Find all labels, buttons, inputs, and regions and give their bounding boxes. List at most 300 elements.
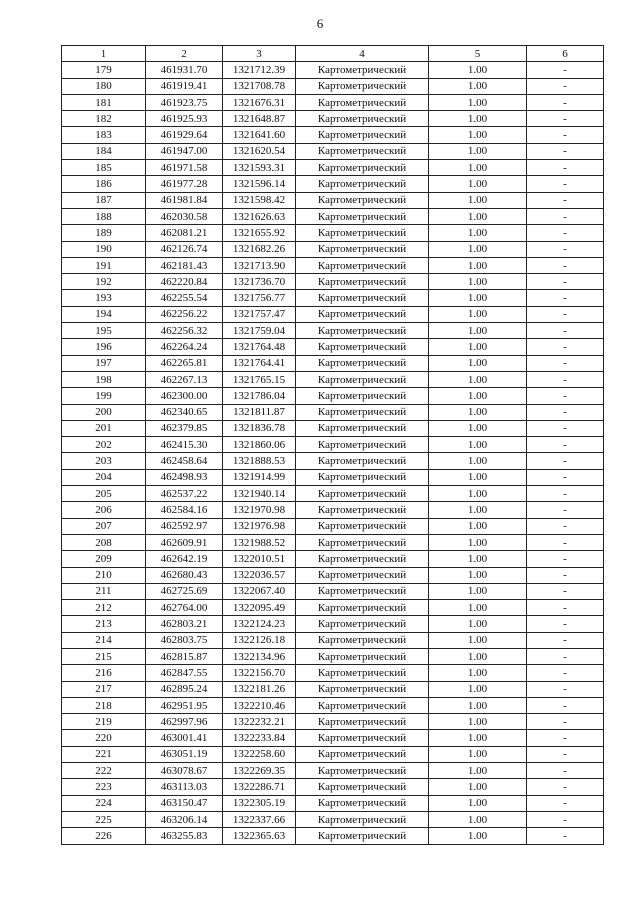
x-coordinate-cell: 462340.65 (146, 404, 223, 420)
x-coordinate-cell: 463078.67 (146, 763, 223, 779)
x-coordinate-cell: 461971.58 (146, 160, 223, 176)
table-row (62, 600, 604, 616)
accuracy-cell: 1.00 (429, 779, 527, 795)
x-coordinate-cell: 463051.19 (146, 746, 223, 762)
table-row (62, 469, 604, 485)
accuracy-cell: 1.00 (429, 339, 527, 355)
point-number-cell: 190 (62, 241, 146, 257)
table-row (62, 795, 604, 811)
note-cell: - (527, 62, 604, 78)
point-number-cell: 188 (62, 208, 146, 224)
y-coordinate-cell: 1321655.92 (223, 225, 296, 241)
note-cell: - (527, 127, 604, 143)
point-number-cell: 210 (62, 567, 146, 583)
method-cell: Картометрический (296, 697, 429, 713)
y-coordinate-cell: 1321759.04 (223, 323, 296, 339)
x-coordinate-cell: 462680.43 (146, 567, 223, 583)
y-coordinate-cell: 1321888.53 (223, 453, 296, 469)
point-number-cell: 209 (62, 551, 146, 567)
table-row (62, 62, 604, 78)
accuracy-cell: 1.00 (429, 257, 527, 273)
x-coordinate-cell: 462265.81 (146, 355, 223, 371)
method-cell: Картометрический (296, 779, 429, 795)
note-cell: - (527, 486, 604, 502)
accuracy-cell: 1.00 (429, 763, 527, 779)
x-coordinate-cell: 462815.87 (146, 648, 223, 664)
table-row (62, 225, 604, 241)
table-row (62, 111, 604, 127)
point-number-cell: 215 (62, 648, 146, 664)
note-cell: - (527, 779, 604, 795)
x-coordinate-cell: 462997.96 (146, 714, 223, 730)
x-coordinate-cell: 461923.75 (146, 94, 223, 110)
y-coordinate-cell: 1322134.96 (223, 648, 296, 664)
y-coordinate-cell: 1322095.49 (223, 600, 296, 616)
accuracy-cell: 1.00 (429, 437, 527, 453)
method-cell: Картометрический (296, 502, 429, 518)
x-coordinate-cell: 461947.00 (146, 143, 223, 159)
note-cell: - (527, 730, 604, 746)
column-header: 2 (146, 46, 223, 62)
method-cell: Картометрический (296, 518, 429, 534)
note-cell: - (527, 518, 604, 534)
table-row (62, 241, 604, 257)
y-coordinate-cell: 1321712.39 (223, 62, 296, 78)
y-coordinate-cell: 1321764.48 (223, 339, 296, 355)
note-cell: - (527, 811, 604, 827)
x-coordinate-cell: 462379.85 (146, 420, 223, 436)
x-coordinate-cell: 462895.24 (146, 681, 223, 697)
note-cell: - (527, 437, 604, 453)
point-number-cell: 216 (62, 665, 146, 681)
y-coordinate-cell: 1321914.99 (223, 469, 296, 485)
x-coordinate-cell: 463150.47 (146, 795, 223, 811)
x-coordinate-cell: 462847.55 (146, 665, 223, 681)
note-cell: - (527, 420, 604, 436)
x-coordinate-cell: 462725.69 (146, 583, 223, 599)
note-cell: - (527, 160, 604, 176)
note-cell: - (527, 225, 604, 241)
table-row (62, 763, 604, 779)
note-cell: - (527, 600, 604, 616)
point-number-cell: 192 (62, 274, 146, 290)
method-cell: Картометрический (296, 257, 429, 273)
y-coordinate-cell: 1321736.70 (223, 274, 296, 290)
y-coordinate-cell: 1321756.77 (223, 290, 296, 306)
method-cell: Картометрический (296, 323, 429, 339)
x-coordinate-cell: 462642.19 (146, 551, 223, 567)
point-number-cell: 183 (62, 127, 146, 143)
y-coordinate-cell: 1321648.87 (223, 111, 296, 127)
x-coordinate-cell: 462415.30 (146, 437, 223, 453)
table-row (62, 665, 604, 681)
method-cell: Картометрический (296, 600, 429, 616)
table-row (62, 502, 604, 518)
note-cell: - (527, 469, 604, 485)
method-cell: Картометрический (296, 111, 429, 127)
accuracy-cell: 1.00 (429, 502, 527, 518)
method-cell: Картометрический (296, 811, 429, 827)
table-row (62, 779, 604, 795)
table-row (62, 94, 604, 110)
accuracy-cell: 1.00 (429, 404, 527, 420)
method-cell: Картометрический (296, 306, 429, 322)
point-number-cell: 208 (62, 534, 146, 550)
method-cell: Картометрический (296, 632, 429, 648)
note-cell: - (527, 616, 604, 632)
accuracy-cell: 1.00 (429, 583, 527, 599)
accuracy-cell: 1.00 (429, 420, 527, 436)
x-coordinate-cell: 461931.70 (146, 62, 223, 78)
accuracy-cell: 1.00 (429, 518, 527, 534)
page-number: 6 (316, 16, 324, 31)
point-number-cell: 205 (62, 486, 146, 502)
y-coordinate-cell: 1322233.84 (223, 730, 296, 746)
note-cell: - (527, 257, 604, 273)
table-row (62, 828, 604, 844)
y-coordinate-cell: 1321598.42 (223, 192, 296, 208)
point-number-cell: 193 (62, 290, 146, 306)
y-coordinate-cell: 1322365.63 (223, 828, 296, 844)
accuracy-cell: 1.00 (429, 534, 527, 550)
x-coordinate-cell: 462126.74 (146, 241, 223, 257)
note-cell: - (527, 306, 604, 322)
point-number-cell: 199 (62, 388, 146, 404)
accuracy-cell: 1.00 (429, 62, 527, 78)
accuracy-cell: 1.00 (429, 388, 527, 404)
table-row (62, 632, 604, 648)
point-number-cell: 180 (62, 78, 146, 94)
y-coordinate-cell: 1321682.26 (223, 241, 296, 257)
method-cell: Картометрический (296, 290, 429, 306)
method-cell: Картометрический (296, 486, 429, 502)
method-cell: Картометрический (296, 127, 429, 143)
y-coordinate-cell: 1322258.60 (223, 746, 296, 762)
point-number-cell: 219 (62, 714, 146, 730)
note-cell: - (527, 453, 604, 469)
note-cell: - (527, 192, 604, 208)
point-number-cell: 196 (62, 339, 146, 355)
table-row (62, 697, 604, 713)
method-cell: Картометрический (296, 681, 429, 697)
x-coordinate-cell: 463255.83 (146, 828, 223, 844)
accuracy-cell: 1.00 (429, 355, 527, 371)
note-cell: - (527, 111, 604, 127)
method-cell: Картометрический (296, 567, 429, 583)
accuracy-cell: 1.00 (429, 469, 527, 485)
method-cell: Картометрический (296, 746, 429, 762)
y-coordinate-cell: 1322232.21 (223, 714, 296, 730)
y-coordinate-cell: 1321757.47 (223, 306, 296, 322)
table-row (62, 274, 604, 290)
accuracy-cell: 1.00 (429, 208, 527, 224)
y-coordinate-cell: 1321596.14 (223, 176, 296, 192)
method-cell: Картометрический (296, 469, 429, 485)
accuracy-cell: 1.00 (429, 648, 527, 664)
y-coordinate-cell: 1321970.98 (223, 502, 296, 518)
table-row (62, 290, 604, 306)
method-cell: Картометрический (296, 388, 429, 404)
x-coordinate-cell: 462030.58 (146, 208, 223, 224)
note-cell: - (527, 583, 604, 599)
table-row (62, 323, 604, 339)
table-row (62, 437, 604, 453)
note-cell: - (527, 828, 604, 844)
y-coordinate-cell: 1321860.06 (223, 437, 296, 453)
accuracy-cell: 1.00 (429, 371, 527, 387)
accuracy-cell: 1.00 (429, 746, 527, 762)
method-cell: Картометрический (296, 404, 429, 420)
x-coordinate-cell: 462081.21 (146, 225, 223, 241)
method-cell: Картометрический (296, 62, 429, 78)
x-coordinate-cell: 462264.24 (146, 339, 223, 355)
y-coordinate-cell: 1322337.66 (223, 811, 296, 827)
note-cell: - (527, 665, 604, 681)
point-number-cell: 220 (62, 730, 146, 746)
note-cell: - (527, 371, 604, 387)
column-header: 1 (62, 46, 146, 62)
table-row (62, 583, 604, 599)
method-cell: Картометрический (296, 730, 429, 746)
table-body (62, 62, 604, 844)
accuracy-cell: 1.00 (429, 160, 527, 176)
note-cell: - (527, 404, 604, 420)
y-coordinate-cell: 1322305.19 (223, 795, 296, 811)
y-coordinate-cell: 1322210.46 (223, 697, 296, 713)
accuracy-cell: 1.00 (429, 94, 527, 110)
table-row (62, 339, 604, 355)
y-coordinate-cell: 1321764.41 (223, 355, 296, 371)
accuracy-cell: 1.00 (429, 241, 527, 257)
accuracy-cell: 1.00 (429, 274, 527, 290)
note-cell: - (527, 323, 604, 339)
x-coordinate-cell: 462256.32 (146, 323, 223, 339)
accuracy-cell: 1.00 (429, 616, 527, 632)
point-number-cell: 186 (62, 176, 146, 192)
note-cell: - (527, 78, 604, 94)
point-number-cell: 181 (62, 94, 146, 110)
method-cell: Картометрический (296, 648, 429, 664)
point-number-cell: 207 (62, 518, 146, 534)
table-row (62, 567, 604, 583)
point-number-cell: 213 (62, 616, 146, 632)
point-number-cell: 225 (62, 811, 146, 827)
column-header: 6 (527, 46, 604, 62)
table-row (62, 681, 604, 697)
point-number-cell: 211 (62, 583, 146, 599)
method-cell: Картометрический (296, 371, 429, 387)
method-cell: Картометрический (296, 665, 429, 681)
accuracy-cell: 1.00 (429, 78, 527, 94)
column-header: 3 (223, 46, 296, 62)
point-number-cell: 221 (62, 746, 146, 762)
method-cell: Картометрический (296, 176, 429, 192)
accuracy-cell: 1.00 (429, 681, 527, 697)
point-number-cell: 222 (62, 763, 146, 779)
y-coordinate-cell: 1322126.18 (223, 632, 296, 648)
point-number-cell: 179 (62, 62, 146, 78)
y-coordinate-cell: 1321713.90 (223, 257, 296, 273)
note-cell: - (527, 241, 604, 257)
column-header: 5 (429, 46, 527, 62)
method-cell: Картометрический (296, 241, 429, 257)
y-coordinate-cell: 1321708.78 (223, 78, 296, 94)
accuracy-cell: 1.00 (429, 453, 527, 469)
method-cell: Картометрический (296, 355, 429, 371)
method-cell: Картометрический (296, 420, 429, 436)
x-coordinate-cell: 462300.00 (146, 388, 223, 404)
table-row (62, 648, 604, 664)
accuracy-cell: 1.00 (429, 795, 527, 811)
x-coordinate-cell: 462267.13 (146, 371, 223, 387)
method-cell: Картометрический (296, 274, 429, 290)
accuracy-cell: 1.00 (429, 306, 527, 322)
point-number-cell: 187 (62, 192, 146, 208)
point-number-cell: 198 (62, 371, 146, 387)
y-coordinate-cell: 1321641.60 (223, 127, 296, 143)
method-cell: Картометрический (296, 94, 429, 110)
table-row (62, 453, 604, 469)
note-cell: - (527, 714, 604, 730)
coordinates-table (61, 45, 604, 845)
point-number-cell: 200 (62, 404, 146, 420)
note-cell: - (527, 763, 604, 779)
note-cell: - (527, 290, 604, 306)
accuracy-cell: 1.00 (429, 127, 527, 143)
x-coordinate-cell: 463001.41 (146, 730, 223, 746)
point-number-cell: 212 (62, 600, 146, 616)
point-number-cell: 226 (62, 828, 146, 844)
method-cell: Картометрический (296, 551, 429, 567)
accuracy-cell: 1.00 (429, 551, 527, 567)
x-coordinate-cell: 463206.14 (146, 811, 223, 827)
note-cell: - (527, 681, 604, 697)
x-coordinate-cell: 462255.54 (146, 290, 223, 306)
note-cell: - (527, 632, 604, 648)
x-coordinate-cell: 461925.93 (146, 111, 223, 127)
accuracy-cell: 1.00 (429, 632, 527, 648)
note-cell: - (527, 355, 604, 371)
y-coordinate-cell: 1321593.31 (223, 160, 296, 176)
y-coordinate-cell: 1322124.23 (223, 616, 296, 632)
accuracy-cell: 1.00 (429, 290, 527, 306)
note-cell: - (527, 648, 604, 664)
y-coordinate-cell: 1322286.71 (223, 779, 296, 795)
table-row (62, 616, 604, 632)
point-number-cell: 184 (62, 143, 146, 159)
note-cell: - (527, 746, 604, 762)
x-coordinate-cell: 462951.95 (146, 697, 223, 713)
note-cell: - (527, 534, 604, 550)
table-row (62, 371, 604, 387)
table-row (62, 746, 604, 762)
point-number-cell: 185 (62, 160, 146, 176)
point-number-cell: 214 (62, 632, 146, 648)
x-coordinate-cell: 462498.93 (146, 469, 223, 485)
accuracy-cell: 1.00 (429, 665, 527, 681)
table-row (62, 127, 604, 143)
point-number-cell: 217 (62, 681, 146, 697)
accuracy-cell: 1.00 (429, 323, 527, 339)
point-number-cell: 197 (62, 355, 146, 371)
accuracy-cell: 1.00 (429, 730, 527, 746)
accuracy-cell: 1.00 (429, 192, 527, 208)
x-coordinate-cell: 462220.84 (146, 274, 223, 290)
note-cell: - (527, 143, 604, 159)
point-number-cell: 182 (62, 111, 146, 127)
point-number-cell: 204 (62, 469, 146, 485)
method-cell: Картометрический (296, 763, 429, 779)
note-cell: - (527, 567, 604, 583)
note-cell: - (527, 176, 604, 192)
method-cell: Картометрический (296, 534, 429, 550)
point-number-cell: 203 (62, 453, 146, 469)
table-row (62, 404, 604, 420)
point-number-cell: 224 (62, 795, 146, 811)
table-row (62, 78, 604, 94)
x-coordinate-cell: 462181.43 (146, 257, 223, 273)
accuracy-cell: 1.00 (429, 828, 527, 844)
point-number-cell: 189 (62, 225, 146, 241)
x-coordinate-cell: 461919.41 (146, 78, 223, 94)
y-coordinate-cell: 1322067.40 (223, 583, 296, 599)
y-coordinate-cell: 1321786.04 (223, 388, 296, 404)
note-cell: - (527, 697, 604, 713)
y-coordinate-cell: 1321626.63 (223, 208, 296, 224)
accuracy-cell: 1.00 (429, 225, 527, 241)
table-row (62, 306, 604, 322)
table-row (62, 551, 604, 567)
method-cell: Картометрический (296, 160, 429, 176)
y-coordinate-cell: 1321836.78 (223, 420, 296, 436)
x-coordinate-cell: 463113.03 (146, 779, 223, 795)
accuracy-cell: 1.00 (429, 486, 527, 502)
note-cell: - (527, 94, 604, 110)
point-number-cell: 195 (62, 323, 146, 339)
table-row (62, 486, 604, 502)
y-coordinate-cell: 1321765.15 (223, 371, 296, 387)
note-cell: - (527, 502, 604, 518)
method-cell: Картометрический (296, 78, 429, 94)
accuracy-cell: 1.00 (429, 714, 527, 730)
point-number-cell: 201 (62, 420, 146, 436)
point-number-cell: 223 (62, 779, 146, 795)
accuracy-cell: 1.00 (429, 567, 527, 583)
x-coordinate-cell: 462592.97 (146, 518, 223, 534)
accuracy-cell: 1.00 (429, 811, 527, 827)
method-cell: Картометрический (296, 339, 429, 355)
method-cell: Картометрический (296, 208, 429, 224)
table-row (62, 192, 604, 208)
note-cell: - (527, 208, 604, 224)
table-row (62, 420, 604, 436)
accuracy-cell: 1.00 (429, 111, 527, 127)
x-coordinate-cell: 462584.16 (146, 502, 223, 518)
column-header: 4 (296, 46, 429, 62)
y-coordinate-cell: 1322156.70 (223, 665, 296, 681)
table-row (62, 730, 604, 746)
y-coordinate-cell: 1321676.31 (223, 94, 296, 110)
table-row (62, 208, 604, 224)
method-cell: Картометрический (296, 583, 429, 599)
table-row (62, 714, 604, 730)
note-cell: - (527, 339, 604, 355)
note-cell: - (527, 388, 604, 404)
method-cell: Картометрический (296, 795, 429, 811)
y-coordinate-cell: 1321940.14 (223, 486, 296, 502)
method-cell: Картометрический (296, 616, 429, 632)
y-coordinate-cell: 1321988.52 (223, 534, 296, 550)
